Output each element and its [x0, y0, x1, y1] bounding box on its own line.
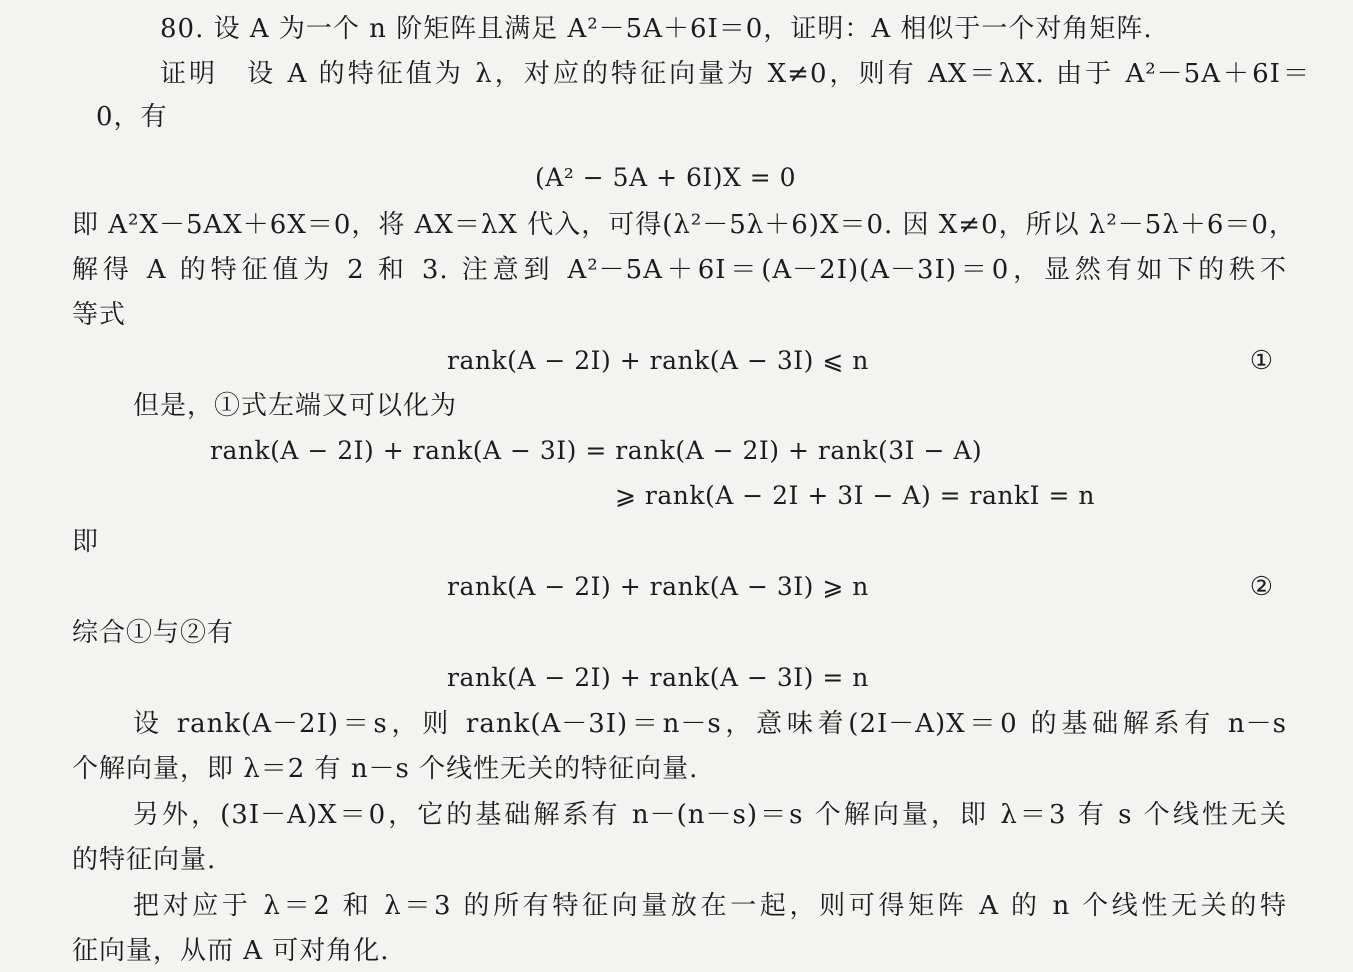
equation-5: rank(A − 2I) + rank(A − 3I) = n: [447, 663, 869, 692]
proof-line-2: 0，有: [96, 102, 168, 132]
equation-4-tag: ②: [1249, 572, 1273, 602]
equation-4: rank(A − 2I) + rank(A − 3I) ⩾ n: [447, 572, 869, 601]
proof-line-9: 设 rank(A－2I)＝s，则 rank(A－3I)＝n－s，意味着(2I－A)X＝0 的基础解系有 n－s: [133, 709, 1287, 739]
proof-line-7: 即: [72, 527, 100, 557]
proof-line-1: 证明 设 A 的特征值为 λ，对应的特征向量为 X≠0，则有 AX＝λX. 由于 A²－5A＋6I＝: [160, 59, 1310, 89]
equation-3a: rank(A − 2I) + rank(A − 3I) = rank(A − 2I) + rank(3I − A): [210, 436, 983, 465]
proof-line-8: 综合①与②有: [72, 618, 235, 648]
proof-line-12: 的特征向量.: [72, 845, 217, 875]
proof-line-3: 即 A²X－5AX＋6X＝0，将 AX＝λX 代入，可得(λ²－5λ＋6)X＝0. 因 X≠0，所以 λ²－5λ＋6＝0，: [72, 210, 1296, 240]
equation-2-tag: ①: [1249, 346, 1273, 376]
proof-line-10: 个解向量，即 λ＝2 有 n－s 个线性无关的特征向量.: [72, 754, 699, 784]
proof-line-6: 但是，①式左端又可以化为: [133, 391, 458, 421]
proof-line-13: 把对应于 λ＝2 和 λ＝3 的所有特征向量放在一起，则可得矩阵 A 的 n 个线性无关的特: [133, 891, 1287, 921]
problem-statement: 80. 设 A 为一个 n 阶矩阵且满足 A²－5A＋6I＝0，证明：A 相似于一个对角矩阵.: [160, 14, 1153, 44]
proof-line-5: 等式: [72, 300, 127, 330]
equation-2: rank(A − 2I) + rank(A − 3I) ⩽ n: [447, 346, 869, 375]
proof-line-4: 解得 A 的特征值为 2 和 3. 注意到 A²－5A＋6I＝(A－2I)(A－3I)＝0，显然有如下的秩不: [72, 255, 1287, 285]
proof-line-11: 另外，(3I－A)X＝0，它的基础解系有 n－(n－s)＝s 个解向量，即 λ＝3 有 s 个线性无关: [133, 800, 1287, 830]
proof-line-14: 征向量，从而 A 可对角化.: [72, 936, 390, 966]
equation-1: (A² − 5A + 6I)X = 0: [535, 163, 797, 192]
equation-3b: ⩾ rank(A − 2I + 3I − A) = rankI = n: [615, 481, 1095, 510]
